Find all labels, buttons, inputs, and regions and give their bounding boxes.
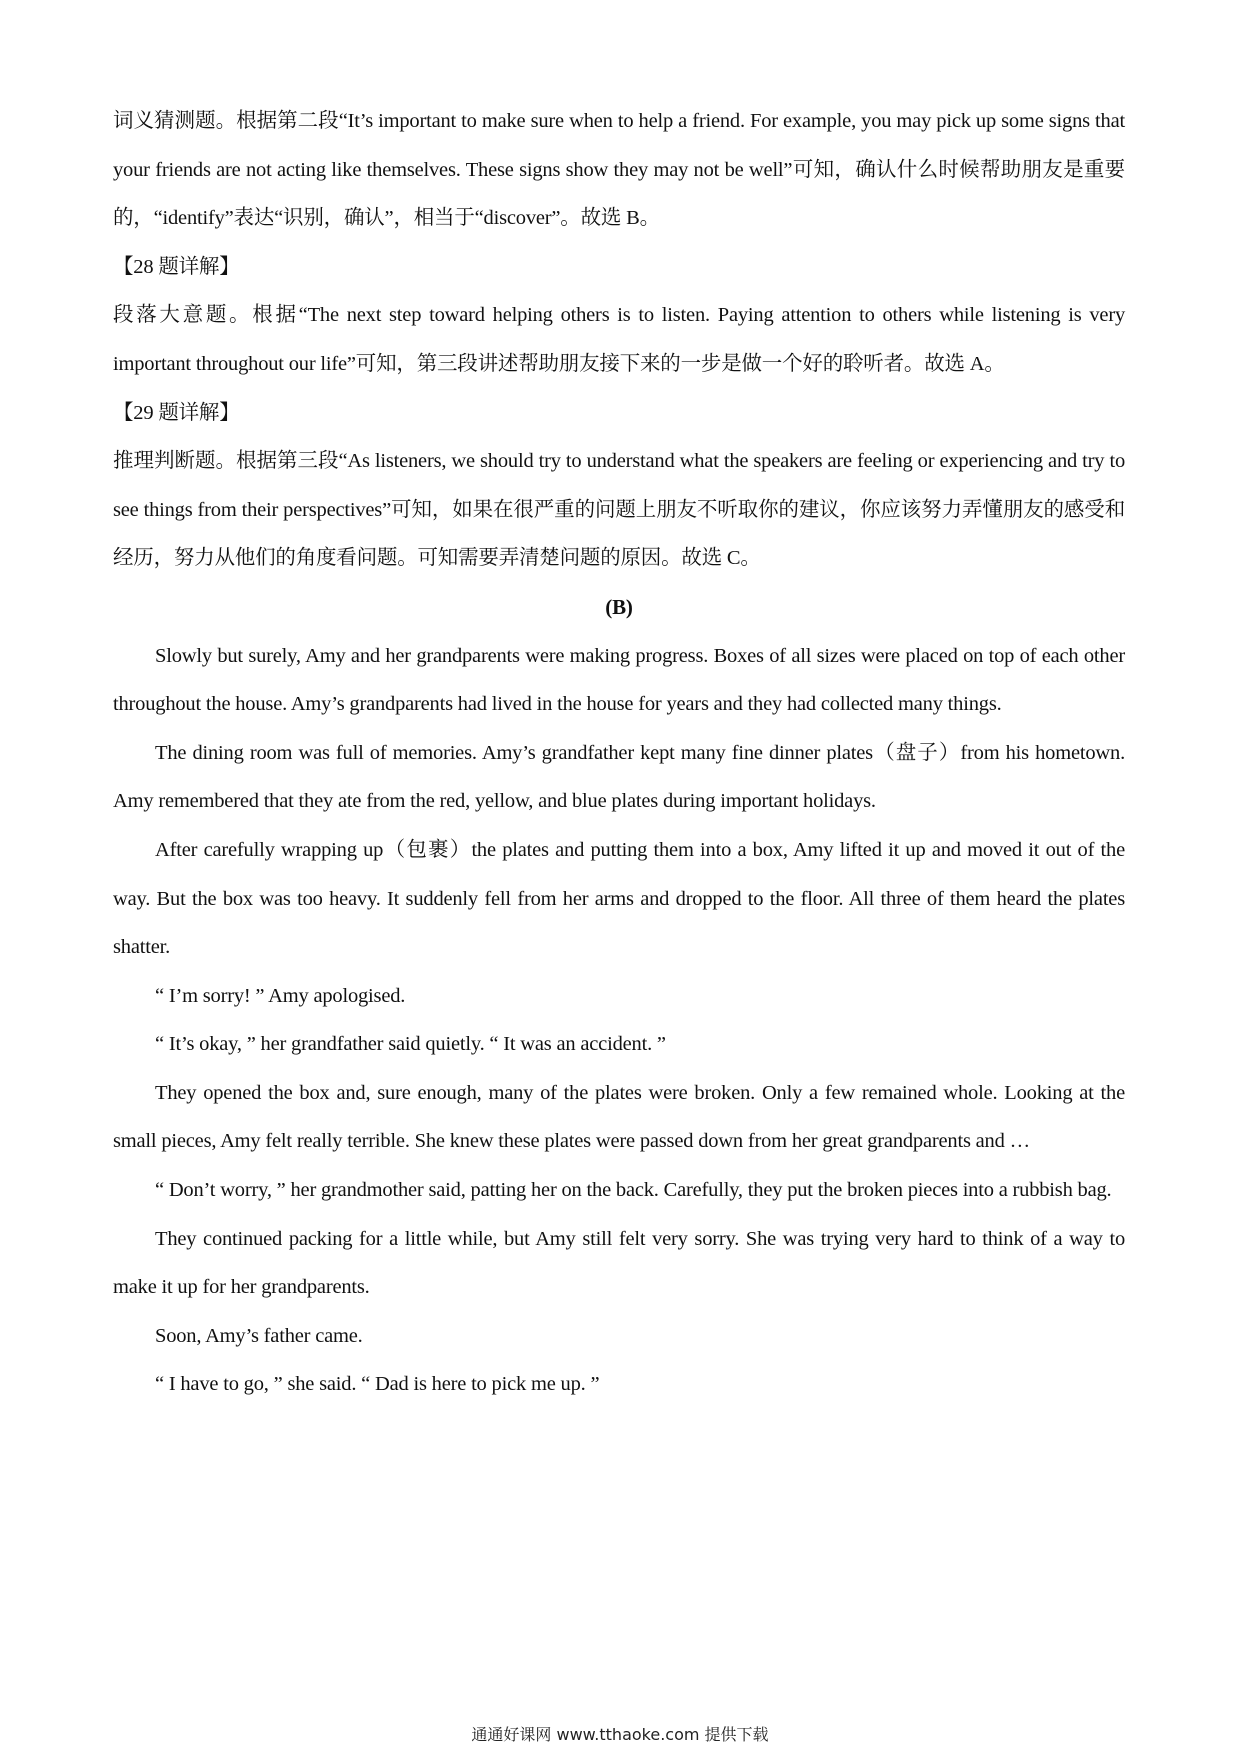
passage-paragraph: “ I have to go, ” she said. “ Dad is here to pick me up. ” [155, 1373, 600, 1396]
passage-paragraph: “ I’m sorry! ” Amy apologised. [155, 984, 406, 1007]
passage-paragraph: The dining room was full of memories. Amy’s grandfather kept many fine dinner plates（盘子）from his hometown. Amy remembered that they ate from the red, yellow, and blue plates during important holidays. [113, 741, 1125, 813]
document-content [113, 97, 1125, 1409]
passage-paragraph: They opened the box and, sure enough, many of the plates were broken. Only a few remained whole. Looking at the small pieces, Amy felt really terrible. She knew these plates were passed down from her great grandparents and … [113, 1081, 1125, 1153]
passage-b-title: (B) [605, 594, 633, 619]
page-footer: 通通好课网 www.tthaoke.com 提供下载 [471, 1725, 769, 1744]
q29-explanation: 推理判断题。根据第三段“As listeners, we should try to understand what the speakers are feeling or experiencing and try to see things from their perspectives”可知，如果在很严重的问题上朋友不听取你的建议，你应该努力弄懂朋友的感受和经历，努力从他们的角度看问题。可知需要弄清楚问题的原因。故选 C。 [113, 450, 1125, 570]
passage-paragraph: “ Don’t worry, ” her grandmother said, patting her on the back. Carefully, they put the broken pieces into a rubbish bag. [155, 1179, 1112, 1202]
passage-paragraph: They continued packing for a little while, but Amy still felt very sorry. She was trying very hard to think of a way to make it up for her grandparents. [113, 1227, 1125, 1299]
q28-explanation: 段落大意题。根据“The next step toward helping others is to listen. Paying attention to others while listening is very important throughout our life”可知，第三段讲述帮助朋友接下来的一步是做一个好的聆听者。故选 A。 [113, 304, 1125, 375]
q29-heading: 【29 题详解】 [113, 401, 240, 424]
passage-paragraph: After carefully wrapping up（包裹）the plates and putting them into a box, Amy lifted it up and moved it out of the way. But the box was too heavy. It suddenly fell from her arms and dropped to the floor. All three of them heard the plates shatter. [113, 838, 1125, 959]
q28-heading: 【28 题详解】 [113, 255, 240, 278]
passage-paragraph: Slowly but surely, Amy and her grandparents were making progress. Boxes of all sizes were placed on top of each other throughout the house. Amy’s grandparents had lived in the house for years and they had collected many things. [113, 644, 1125, 716]
passage-paragraph: “ It’s okay, ” her grandfather said quietly. “ It was an accident. ” [155, 1033, 666, 1056]
q27-explanation: 词义猜测题。根据第二段“It’s important to make sure when to help a friend. For example, you may pick up some signs that your friends are not acting like themselves. These signs show they may not be well”可知，确认什么时候帮助朋友是重要的，“identify”表达“识别，确认”，相当于“discover”。故选 B。 [113, 110, 1125, 230]
passage-paragraph: Soon, Amy’s father came. [155, 1324, 363, 1347]
